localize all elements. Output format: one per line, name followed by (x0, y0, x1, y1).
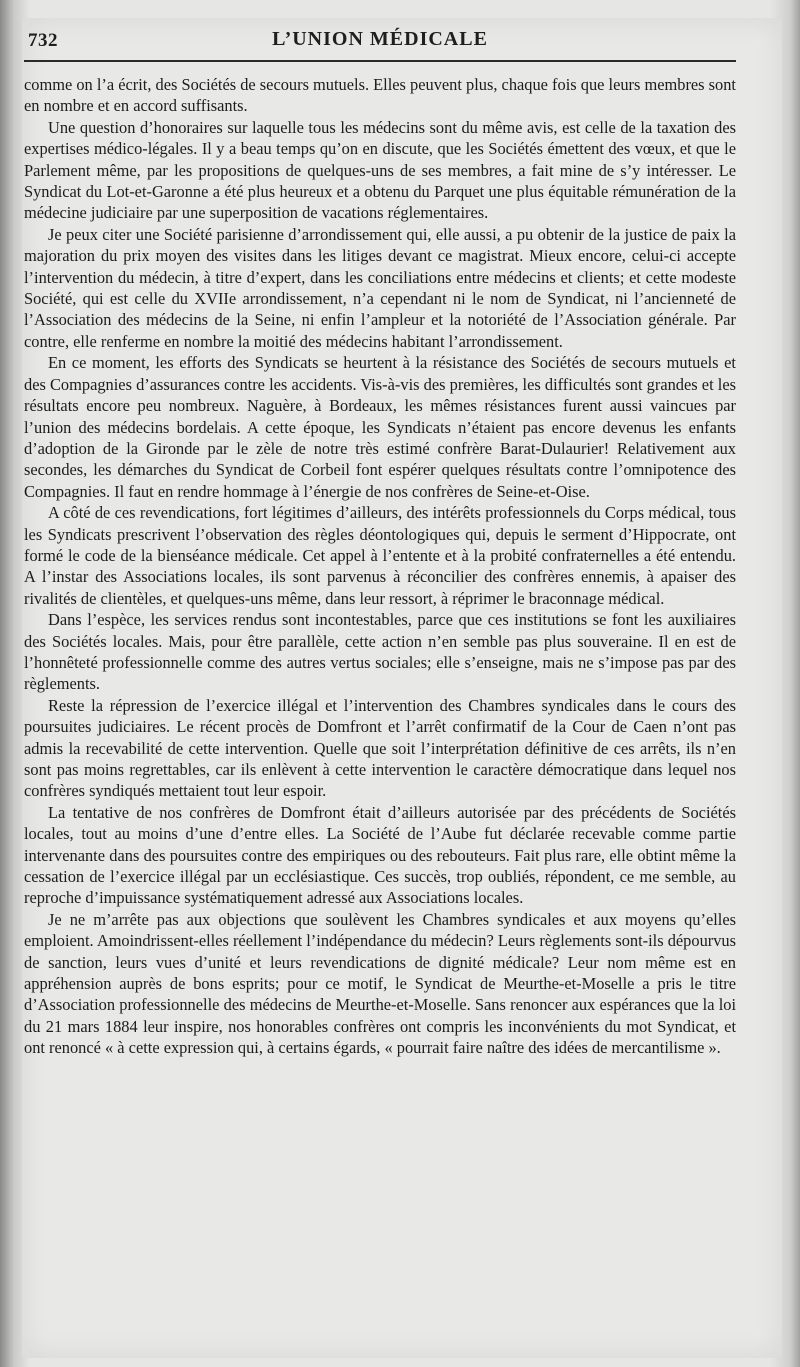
paragraph: Reste la répression de l’exercice illégal et l’intervention des Chambres syndicales dans le cours des poursuites judiciaires. Le récent procès de Domfront et l’arrêt confirmatif de la Cour de Caen n’ont pas admis la recevabilité de cette intervention. Quelle que soit l’interprétation définitive de ces arrêts, ils n’en sont pas moins regrettables, car ils enlèvent à cette intervention le caractère démocratique dans lequel nos confrères syndiqués mettaient tout leur espoir. (24, 695, 736, 801)
paragraph: En ce moment, les efforts des Syndicats se heurtent à la résistance des Sociétés de secours mutuels et des Compagnies d’assurances contre les accidents. Vis-à-vis des premières, les difficultés sont grandes et les résultats encore peu nombreux. Naguère, à Bordeaux, les mêmes résistances furent aussi vaincues par l’union des médecins bordelais. A cette époque, les Syndicats n’étaient pas encore devenus les enfants d’adoption de la Gironde par le zèle de notre très estimé confrère Barat-Dulaurier! Relativement aux secondes, les démarches du Syndicat de Corbeil font espérer quelques résultats contre l’omnipotence des Compagnies. Il faut en rendre hommage à l’énergie de nos confrères de Seine-et-Oise. (24, 353, 736, 501)
paragraph: Je ne m’arrête pas aux objections que soulèvent les Chambres syndicales et aux moyens qu’elles emploient. Amoindrissent-elles réellement l’indépendance du médecin? Leurs règlements sont-ils dépourvus de sanction, leurs vues d’unité et leurs revendications de dignité médicale? Leur nom même est en appréhension auprès de bons esprits; pour ce motif, le Syndicat de Meurthe-et-Moselle a pris le titre d’Association professionnelle des médecins de Meurthe-et-Moselle. Sans renoncer aux espérances que la loi du 21 mars 1884 leur inspire, nos honorables confrères ont compris les inconvénients du mot Syndicat, et ont renoncé « à cette expression qui, à certains égards, « pourrait faire naître des idées de mercantilisme ». (24, 909, 736, 1058)
running-head: L’UNION MÉDICALE (272, 28, 488, 50)
paragraph: Je peux citer une Société parisienne d’arrondissement qui, elle aussi, a pu obtenir de la justice de paix la majoration du prix moyen des visites dans les litiges devant ce magistrat. Mieux encore, celui-ci accepte l’intervention du médecin, à titre d’expert, dans les conciliations entre médecins et clients; et cette modeste Société, qui est celle du XVIIe arrondissement, n’a cependant ni le nom de Syndicat, ni l’ancienneté de l’Association des médecins de la Seine, ni enfin l’ampleur et la notoriété de l’Association générale. Par contre, elle renferme en nombre la moitié des médecins habitant l’arrondissement. (24, 224, 736, 351)
page-header (24, 26, 736, 56)
paragraph: A côté de ces revendications, fort légitimes d’ailleurs, des intérêts professionnels du Corps médical, tous les Syndicats prescrivent l’observation des règles déontologiques qui, depuis le serment d’Hippocrate, ont formé le code de la bienséance médicale. Cet appel à l’entente et à la probité confraternelles a été entendu. A l’instar des Associations locales, ils sont parvenus à réconcilier des confrères ennemis, à apaiser des rivalités de clientèles, et quelques-uns même, dans leur ressort, à réprimer le braconnage médical. (24, 503, 736, 608)
paragraph: La tentative de nos confrères de Domfront était d’ailleurs autorisée par des précédents de Sociétés locales, tout au moins d’une d’entre elles. La Société de l’Aube fut déclarée recevable comme partie intervenante dans des poursuites contre des empiriques ou des rebouteurs. Fait plus rare, elle obtint même la cessation de l’exercice illégal par un ecclésiastique. Ces succès, trop oubliés, répondent, ce me semble, au reproche d’impuissance systématiquement adressé aux Associations locales. (24, 802, 736, 908)
header-rule (24, 60, 736, 62)
article-body (24, 74, 736, 1059)
paragraph: Dans l’espèce, les services rendus sont incontestables, parce que ces institutions se font les auxiliaires des Sociétés locales. Mais, pour être parallèle, cette action n’en semble pas plus souveraine. Il en est de l’honnêteté professionnelle comme des autres vertus sociales; elle s’enseigne, mais ne s’impose pas par des règlements. (24, 610, 736, 694)
page-number: 732 (28, 30, 58, 51)
paragraph: comme on l’a écrit, des Sociétés de secours mutuels. Elles peuvent plus, chaque fois que leurs membres sont en nombre et en accord suffisants. (24, 75, 736, 116)
paragraph: Une question d’honoraires sur laquelle tous les médecins sont du même avis, est celle de la taxation des expertises médico-légales. Il y a beau temps qu’on en discute, que les Sociétés émettent des vœux, et que le Parlement même, par les propositions de quelques-uns de ses membres, a fait mine de s’y intéresser. Le Syndicat du Lot-et-Garonne a été plus heureux et a obtenu du Parquet une plus équitable rémunération de la médecine judiciaire par une superposition de vacations réglementaires. (24, 117, 736, 223)
